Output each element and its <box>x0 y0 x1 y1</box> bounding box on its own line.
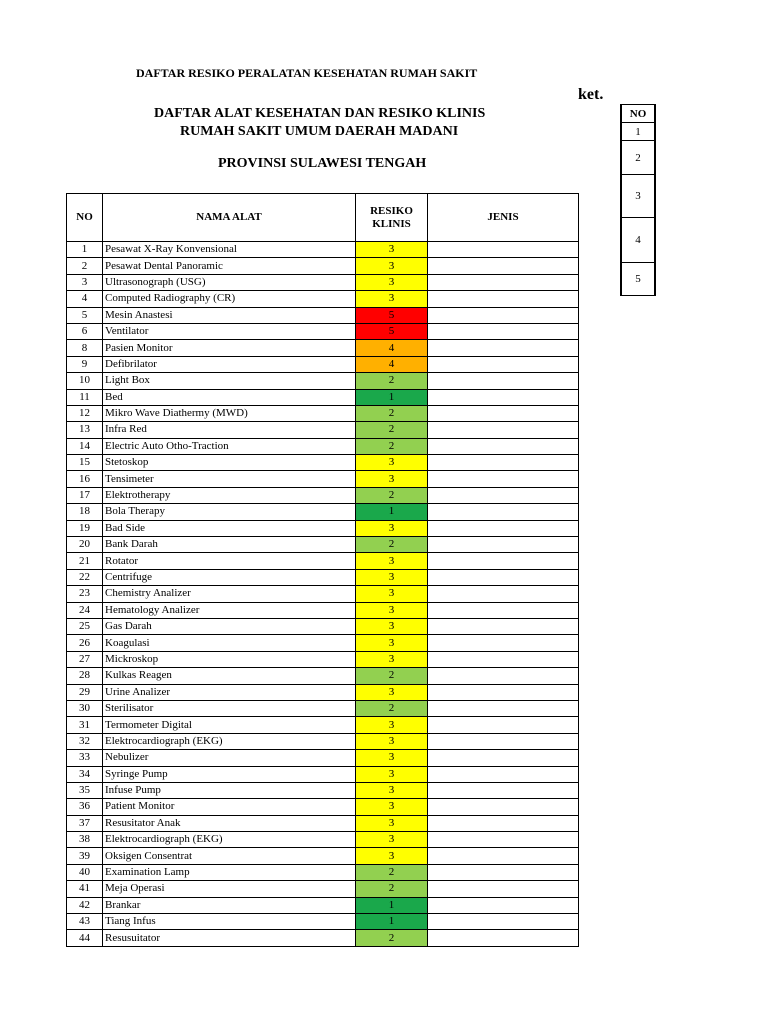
clinical-risk-level: 2 <box>356 373 428 389</box>
table-row <box>67 438 579 454</box>
row-number: 9 <box>67 356 103 372</box>
equipment-name: Examination Lamp <box>103 864 356 880</box>
clinical-risk-level: 3 <box>356 258 428 274</box>
equipment-type <box>428 487 579 503</box>
equipment-type <box>428 242 579 258</box>
equipment-name: Tiang Infus <box>103 914 356 930</box>
equipment-type <box>428 471 579 487</box>
equipment-name: Urine Analizer <box>103 684 356 700</box>
row-number: 21 <box>67 553 103 569</box>
equipment-name: Infuse Pump <box>103 782 356 798</box>
row-number: 10 <box>67 373 103 389</box>
clinical-risk-level: 5 <box>356 307 428 323</box>
legend-row: 1 <box>621 123 655 141</box>
column-header-no: NO <box>67 194 103 242</box>
table-title-line2: RUMAH SAKIT UMUM DAERAH MADANI <box>180 124 459 139</box>
equipment-name: Elektrotherapy <box>103 487 356 503</box>
equipment-type <box>428 799 579 815</box>
equipment-type <box>428 930 579 946</box>
equipment-type <box>428 307 579 323</box>
table-row <box>67 537 579 553</box>
equipment-name: Elektrocardiograph (EKG) <box>103 733 356 749</box>
clinical-risk-level: 4 <box>356 356 428 372</box>
equipment-name: Infra Red <box>103 422 356 438</box>
equipment-type <box>428 635 579 651</box>
row-number: 15 <box>67 455 103 471</box>
equipment-name: Elektrocardiograph (EKG) <box>103 832 356 848</box>
table-row <box>67 848 579 864</box>
clinical-risk-level: 3 <box>356 651 428 667</box>
table-row <box>67 766 579 782</box>
row-number: 33 <box>67 750 103 766</box>
equipment-type <box>428 914 579 930</box>
clinical-risk-level: 3 <box>356 733 428 749</box>
table-row <box>67 405 579 421</box>
equipment-type <box>428 356 579 372</box>
equipment-name: Oksigen Consentrat <box>103 848 356 864</box>
row-number: 27 <box>67 651 103 667</box>
table-row <box>67 487 579 503</box>
equipment-type <box>428 717 579 733</box>
row-number: 44 <box>67 930 103 946</box>
clinical-risk-level: 3 <box>356 782 428 798</box>
row-number: 35 <box>67 782 103 798</box>
row-number: 12 <box>67 405 103 421</box>
clinical-risk-level: 3 <box>356 815 428 831</box>
table-row <box>67 340 579 356</box>
table-row <box>67 274 579 290</box>
equipment-type <box>428 897 579 913</box>
row-number: 38 <box>67 832 103 848</box>
table-row <box>67 586 579 602</box>
equipment-type <box>428 323 579 339</box>
equipment-type <box>428 258 579 274</box>
clinical-risk-level: 2 <box>356 864 428 880</box>
clinical-risk-level: 3 <box>356 799 428 815</box>
equipment-type <box>428 389 579 405</box>
equipment-name: Computed Radiography (CR) <box>103 291 356 307</box>
clinical-risk-level: 4 <box>356 340 428 356</box>
row-number: 36 <box>67 799 103 815</box>
equipment-name: Koagulasi <box>103 635 356 651</box>
table-row <box>67 373 579 389</box>
row-number: 19 <box>67 520 103 536</box>
clinical-risk-level: 1 <box>356 914 428 930</box>
table-row <box>67 733 579 749</box>
row-number: 25 <box>67 618 103 634</box>
equipment-type <box>428 700 579 716</box>
row-number: 4 <box>67 291 103 307</box>
legend-row: 5 <box>621 263 655 296</box>
row-number: 43 <box>67 914 103 930</box>
equipment-type <box>428 832 579 848</box>
row-number: 39 <box>67 848 103 864</box>
table-row <box>67 389 579 405</box>
equipment-name: Gas Darah <box>103 618 356 634</box>
clinical-risk-level: 5 <box>356 323 428 339</box>
equipment-type <box>428 651 579 667</box>
row-number: 1 <box>67 242 103 258</box>
clinical-risk-level: 3 <box>356 242 428 258</box>
column-header-name: NAMA ALAT <box>103 194 356 242</box>
equipment-name: Ultrasonograph (USG) <box>103 274 356 290</box>
equipment-type <box>428 586 579 602</box>
row-number: 28 <box>67 668 103 684</box>
row-number: 16 <box>67 471 103 487</box>
equipment-name: Kulkas Reagen <box>103 668 356 684</box>
province-title: PROVINSI SULAWESI TENGAH <box>218 156 427 171</box>
table-row <box>67 422 579 438</box>
equipment-type <box>428 291 579 307</box>
equipment-name: Pesawat X-Ray Konvensional <box>103 242 356 258</box>
legend-header: NO <box>621 105 655 123</box>
equipment-name: Mickroskop <box>103 651 356 667</box>
clinical-risk-level: 3 <box>356 602 428 618</box>
equipment-name: Brankar <box>103 897 356 913</box>
equipment-type <box>428 618 579 634</box>
clinical-risk-level: 3 <box>356 618 428 634</box>
row-number: 20 <box>67 537 103 553</box>
equipment-type <box>428 405 579 421</box>
table-row <box>67 717 579 733</box>
equipment-name: Termometer Digital <box>103 717 356 733</box>
equipment-type <box>428 504 579 520</box>
row-number: 18 <box>67 504 103 520</box>
row-number: 24 <box>67 602 103 618</box>
row-number: 32 <box>67 733 103 749</box>
clinical-risk-level: 3 <box>356 635 428 651</box>
equipment-name: Stetoskop <box>103 455 356 471</box>
equipment-name: Meja Operasi <box>103 881 356 897</box>
table-row <box>67 553 579 569</box>
equipment-name: Nebulizer <box>103 750 356 766</box>
row-number: 26 <box>67 635 103 651</box>
clinical-risk-level: 3 <box>356 586 428 602</box>
table-row <box>67 242 579 258</box>
equipment-name: Resusuitator <box>103 930 356 946</box>
clinical-risk-level: 3 <box>356 766 428 782</box>
row-number: 29 <box>67 684 103 700</box>
clinical-risk-level: 2 <box>356 700 428 716</box>
clinical-risk-level: 3 <box>356 553 428 569</box>
clinical-risk-level: 1 <box>356 504 428 520</box>
equipment-name: Bola Therapy <box>103 504 356 520</box>
row-number: 22 <box>67 569 103 585</box>
equipment-name: Chemistry Analizer <box>103 586 356 602</box>
table-row <box>67 471 579 487</box>
clinical-risk-level: 3 <box>356 684 428 700</box>
equipment-type <box>428 602 579 618</box>
column-header-risk <box>356 194 428 242</box>
clinical-risk-level: 2 <box>356 881 428 897</box>
legend-row: 3 <box>621 175 655 218</box>
equipment-type <box>428 881 579 897</box>
row-number: 41 <box>67 881 103 897</box>
clinical-risk-level: 3 <box>356 274 428 290</box>
clinical-risk-level: 2 <box>356 405 428 421</box>
clinical-risk-level: 1 <box>356 389 428 405</box>
row-number: 11 <box>67 389 103 405</box>
equipment-name: Pasien Monitor <box>103 340 356 356</box>
equipment-name: Bad Side <box>103 520 356 536</box>
row-number: 31 <box>67 717 103 733</box>
equipment-name: Light Box <box>103 373 356 389</box>
equipment-type <box>428 733 579 749</box>
table-row <box>67 914 579 930</box>
equipment-type <box>428 864 579 880</box>
table-row <box>67 258 579 274</box>
equipment-type <box>428 848 579 864</box>
row-number: 3 <box>67 274 103 290</box>
table-row <box>67 618 579 634</box>
equipment-type <box>428 684 579 700</box>
row-number: 14 <box>67 438 103 454</box>
equipment-name: Pesawat Dental Panoramic <box>103 258 356 274</box>
table-row <box>67 455 579 471</box>
equipment-name: Sterilisator <box>103 700 356 716</box>
equipment-name: Patient Monitor <box>103 799 356 815</box>
row-number: 40 <box>67 864 103 880</box>
table-row <box>67 323 579 339</box>
equipment-risk-table <box>66 193 579 947</box>
table-row <box>67 930 579 946</box>
equipment-type <box>428 537 579 553</box>
row-number: 6 <box>67 323 103 339</box>
table-row <box>67 832 579 848</box>
row-number: 30 <box>67 700 103 716</box>
row-number: 23 <box>67 586 103 602</box>
row-number: 5 <box>67 307 103 323</box>
equipment-name: Hematology Analizer <box>103 602 356 618</box>
legend-row: 2 <box>621 141 655 175</box>
table-row <box>67 635 579 651</box>
equipment-name: Rotator <box>103 553 356 569</box>
equipment-type <box>428 520 579 536</box>
equipment-type <box>428 340 579 356</box>
equipment-name: Centrifuge <box>103 569 356 585</box>
table-row <box>67 569 579 585</box>
equipment-name: Tensimeter <box>103 471 356 487</box>
equipment-name: Resusitator Anak <box>103 815 356 831</box>
row-number: 17 <box>67 487 103 503</box>
clinical-risk-level: 3 <box>356 520 428 536</box>
equipment-type <box>428 438 579 454</box>
clinical-risk-level: 2 <box>356 422 428 438</box>
equipment-name: Ventilator <box>103 323 356 339</box>
table-row <box>67 750 579 766</box>
equipment-type <box>428 553 579 569</box>
equipment-type <box>428 750 579 766</box>
equipment-type <box>428 569 579 585</box>
clinical-risk-level: 2 <box>356 537 428 553</box>
equipment-name: Electric Auto Otho-Traction <box>103 438 356 454</box>
clinical-risk-level: 3 <box>356 291 428 307</box>
table-row <box>67 799 579 815</box>
row-number: 8 <box>67 340 103 356</box>
clinical-risk-level: 3 <box>356 848 428 864</box>
table-row <box>67 651 579 667</box>
table-row <box>67 504 579 520</box>
table-row <box>67 897 579 913</box>
equipment-type <box>428 815 579 831</box>
table-body <box>67 242 579 947</box>
row-number: 34 <box>67 766 103 782</box>
table-row <box>67 602 579 618</box>
table-title-line1: DAFTAR ALAT KESEHATAN DAN RESIKO KLINIS <box>154 106 486 121</box>
equipment-type <box>428 274 579 290</box>
table-row <box>67 291 579 307</box>
equipment-type <box>428 782 579 798</box>
row-number: 2 <box>67 258 103 274</box>
table-row <box>67 881 579 897</box>
clinical-risk-level: 3 <box>356 832 428 848</box>
table-row <box>67 782 579 798</box>
equipment-name: Bed <box>103 389 356 405</box>
equipment-type <box>428 766 579 782</box>
row-number: 42 <box>67 897 103 913</box>
table-row <box>67 684 579 700</box>
clinical-risk-level: 3 <box>356 750 428 766</box>
legend-label: ket. <box>578 86 604 103</box>
clinical-risk-level: 2 <box>356 487 428 503</box>
equipment-type <box>428 455 579 471</box>
clinical-risk-level: 3 <box>356 455 428 471</box>
clinical-risk-level: 2 <box>356 930 428 946</box>
equipment-name: Syringe Pump <box>103 766 356 782</box>
clinical-risk-level: 3 <box>356 717 428 733</box>
legend-row: 4 <box>621 218 655 263</box>
clinical-risk-level: 3 <box>356 569 428 585</box>
row-number: 13 <box>67 422 103 438</box>
table-row <box>67 815 579 831</box>
document-heading: DAFTAR RESIKO PERALATAN KESEHATAN RUMAH SAKIT <box>136 66 478 80</box>
table-row <box>67 307 579 323</box>
table-row <box>67 864 579 880</box>
legend-table <box>620 104 656 296</box>
clinical-risk-level: 1 <box>356 897 428 913</box>
equipment-type <box>428 373 579 389</box>
equipment-name: Mikro Wave Diathermy (MWD) <box>103 405 356 421</box>
column-header-risk-line1: RESIKO <box>370 204 413 217</box>
column-header-risk-line2: KLINIS <box>372 217 411 230</box>
equipment-type <box>428 668 579 684</box>
clinical-risk-level: 2 <box>356 668 428 684</box>
equipment-name: Mesin Anastesi <box>103 307 356 323</box>
row-number: 37 <box>67 815 103 831</box>
equipment-type <box>428 422 579 438</box>
table-row <box>67 668 579 684</box>
table-row <box>67 520 579 536</box>
table-row <box>67 700 579 716</box>
clinical-risk-level: 3 <box>356 471 428 487</box>
clinical-risk-level: 2 <box>356 438 428 454</box>
table-row <box>67 356 579 372</box>
equipment-name: Bank Darah <box>103 537 356 553</box>
equipment-name: Defibrilator <box>103 356 356 372</box>
column-header-type: JENIS <box>428 194 579 242</box>
